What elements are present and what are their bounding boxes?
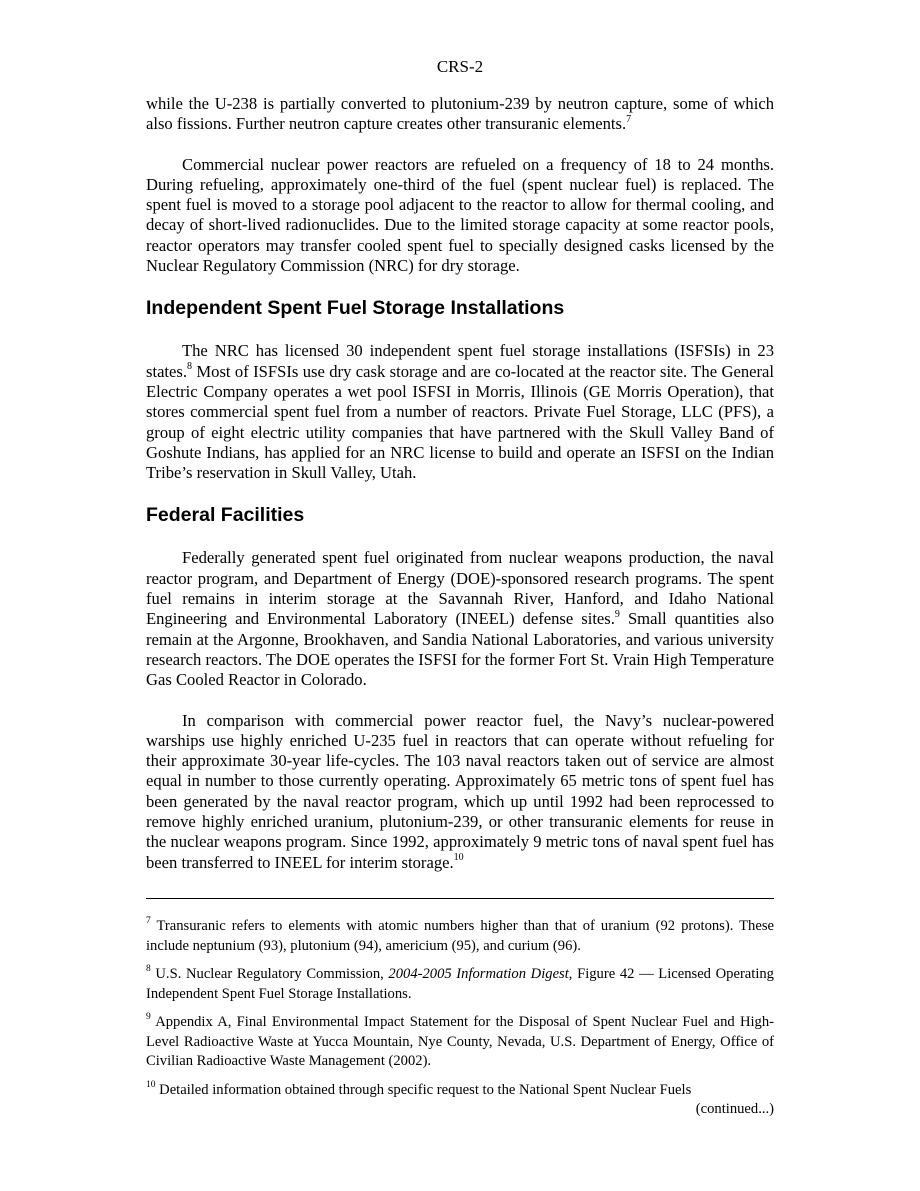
section-heading-federal-facilities: Federal Facilities (146, 504, 305, 527)
paragraph-text: The NRC has licensed 30 independent spent fuel storage installations (ISFSIs) in 23 states. (146, 341, 774, 381)
footnote-mark: 9 (146, 1012, 151, 1023)
footnote-mark: 8 (146, 964, 151, 975)
footnote-mark: 10 (146, 1079, 156, 1090)
footnote-9 (146, 1013, 774, 1072)
paragraph-refueling: Commercial nuclear power reactors are refueled on a frequency of 18 to 24 months. During refueling, approximately one-third of the fuel (spent nuclear fuel) is replaced. The spent fuel is moved to a storage pool adjacent to the reactor to allow for thermal cooling, and decay of short-lived radionuclides. Due to the limited storage capacity at some reactor pools, reactor operators may transfer cooled spent fuel to specially designed casks licensed by the Nuclear Regulatory Commission (NRC) for dry storage. (146, 154, 774, 276)
footnote-ref-10[interactable]: 10 (453, 852, 464, 864)
footnote-ref-8[interactable]: 8 (187, 361, 193, 373)
footnote-ref-9[interactable]: 9 (614, 608, 620, 620)
footnote-7 (146, 917, 774, 956)
footnote-text: Detailed information obtained through specific request to the National Spent Nuclear Fuels (155, 1081, 692, 1098)
paragraph-text: Small quantities also remain at the Argonne, Brookhaven, and Sandia National Laboratories, and various university research reactors. The DOE operates the ISFSI for the former Fort St. Vrain High Temperature Gas Cooled Reactor in Colorado. (146, 609, 774, 690)
paragraph-federal-spent-fuel (146, 548, 774, 690)
footnote-continued: (continued...) (695, 1101, 774, 1117)
footnote-mark: 7 (146, 916, 151, 927)
paragraph-continuation (146, 94, 774, 135)
section-heading-isfsi: Independent Spent Fuel Storage Installations (146, 297, 565, 320)
footnote-divider (146, 898, 774, 899)
footnote-10 (146, 1081, 774, 1120)
footnote-text: , Figure 42 — Licensed Operating Independent Spent Fuel Storage Installations. (146, 966, 774, 1002)
footnote-text: U.S. Nuclear Regulatory Commission, (150, 966, 389, 982)
body-text (146, 94, 774, 893)
paragraph-naval-reactors (146, 711, 774, 873)
page-number: CRS-2 (436, 57, 484, 76)
paragraph-text: In comparison with commercial power reactor fuel, the Navy’s nuclear-powered warships use highly enriched U-235 fuel in reactors that can operate without refueling for their approximate 30-year life-cycles. The 103 naval reactors taken out of service are almost equal in number to those currently operating. Approximately 65 metric tons of spent fuel has been generated by the naval reactor program, which up until 1992 had been reprocessed to remove highly enriched uranium, plutonium-239, or other transuranic elements for reuse in the nuclear weapons program. Since 1992, approximately 9 metric tons of naval spent fuel has been transferred to INEEL for interim storage. (146, 710, 774, 872)
paragraph-text: Federally generated spent fuel originated from nuclear weapons production, the naval reactor program, and Department of Energy (DOE)-sponsored research programs. The spent fuel remains in interim storage at the Savannah River, Hanford, and Idaho National Engineering and Environmental Laboratory (INEEL) defense sites. (146, 548, 774, 629)
footnote-text: Appendix A, Final Environmental Impact Statement for the Disposal of Spent Nuclear Fuel and High-Level Radioactive Waste at Yucca Mountain, Nye County, Nevada, U.S. Department of Energy, Office of Civilian Radioactive Waste Management (2002). (146, 1014, 774, 1069)
footnote-ref-7[interactable]: 7 (626, 113, 632, 125)
footnote-text: Transuranic refers to elements with atomic numbers higher than that of uranium (92 protons). These include neptunium (93), plutonium (94), americium (95), and curium (96). (146, 918, 774, 954)
footnote-cited-title: 2004-2005 Information Digest (388, 966, 569, 982)
paragraph-isfsi (146, 341, 774, 483)
paragraph-text: while the U-238 is partially converted to plutonium-239 by neutron capture, some of which also fissions. Further neutron capture creates other transuranic elements. (146, 94, 774, 134)
footnotes (146, 917, 774, 1129)
paragraph-text: Most of ISFSIs use dry cask storage and are co-located at the reactor site. The General Electric Company operates a wet pool ISFSI in Morris, Illinois (GE Morris Operation), that stores commercial spent fuel from a number of reactors. Private Fuel Storage, LLC (PFS), a group of eight electric utility companies that have partnered with the Skull Valley Band of Goshute Indians, has applied for an NRC license to build and operate an ISFSI on the Indian Tribe’s reservation in Skull Valley, Utah. (146, 361, 774, 483)
footnote-8 (146, 965, 774, 1004)
